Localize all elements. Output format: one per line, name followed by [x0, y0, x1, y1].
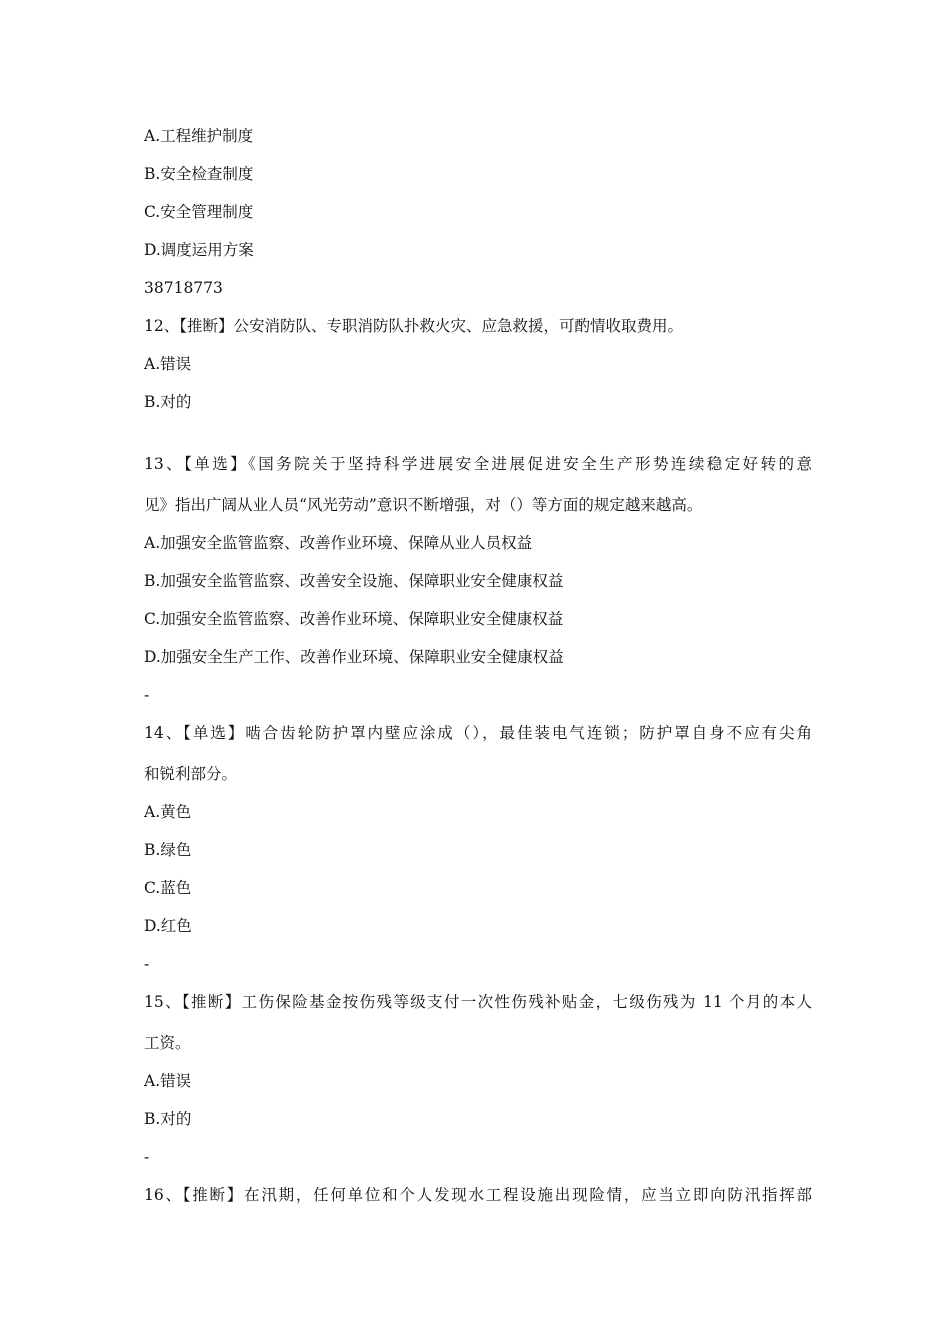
- q13-option-a: A.加强安全监管监察、改善作业环境、保障从业人员权益: [144, 534, 533, 552]
- q12-stem: 12、【推断】公安消防队、专职消防队扑救火灾、应急救援，可酌情收取费用。: [144, 317, 683, 335]
- q14-option-b: B.绿色: [144, 841, 192, 859]
- q14-option-a: A.黄色: [144, 803, 192, 821]
- q15-stem-line1: 15、【推断】工伤保险基金按伤残等级支付一次性伤残补贴金，七级伤残为 11 个月的本人: [144, 993, 812, 1011]
- q16-stem-line1: 16、【推断】在汛期，任何单位和个人发现水工程设施出现险情，应当立即向防汛指挥部: [144, 1186, 812, 1204]
- q14-option-d: D.红色: [144, 917, 192, 935]
- q15-separator: -: [144, 1148, 150, 1166]
- q13-separator: -: [144, 686, 150, 704]
- q14-option-c: C.蓝色: [144, 879, 192, 897]
- q11-option-b: B.安全检查制度: [144, 165, 254, 183]
- q15-stem-line2: 工资。: [144, 1034, 191, 1052]
- q12-option-a: A.错误: [144, 355, 192, 373]
- q13-option-b: B.加强安全监管监察、改善安全设施、保障职业安全健康权益: [144, 572, 564, 590]
- q14-stem-line1: 14、【单选】啮合齿轮防护罩内壁应涂成（），最佳装电气连锁；防护罩自身不应有尖角: [144, 724, 812, 742]
- q11-option-d: D.调度运用方案: [144, 241, 254, 259]
- q15-option-a: A.错误: [144, 1072, 192, 1090]
- q13-option-c: C.加强安全监管监察、改善作业环境、保障职业安全健康权益: [144, 610, 564, 628]
- q13-stem-line2: 见》指出广阔从业人员“风光劳动”意识不断增强，对（）等方面的规定越来越高。: [144, 496, 703, 514]
- q11-option-a: A.工程维护制度: [144, 127, 254, 145]
- q14-stem-line2: 和锐利部分。: [144, 765, 238, 783]
- q15-option-b: B.对的: [144, 1110, 192, 1128]
- reference-code: 38718773: [144, 279, 223, 297]
- q14-separator: -: [144, 955, 150, 973]
- q13-stem-line1: 13、【单选】《国务院关于坚持科学进展安全进展促进安全生产形势连续稳定好转的意: [144, 455, 812, 473]
- q12-option-b: B.对的: [144, 393, 192, 411]
- q13-option-d: D.加强安全生产工作、改善作业环境、保障职业安全健康权益: [144, 648, 564, 666]
- q11-option-c: C.安全管理制度: [144, 203, 254, 221]
